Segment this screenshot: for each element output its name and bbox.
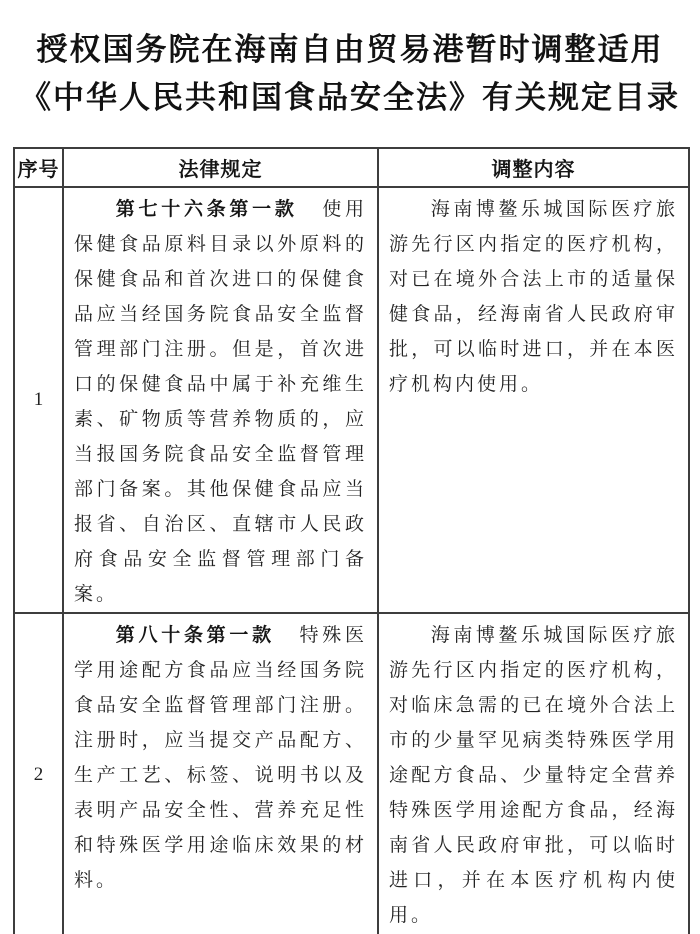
row-1-adjustment-cell	[378, 187, 689, 613]
row-1-article-heading: 第七十六条第一款	[115, 199, 298, 220]
title-line-2: 《中华人民共和国食品安全法》有关规定目录	[20, 80, 680, 115]
row-2-article-heading: 第八十条第一款	[115, 625, 275, 646]
row-1-article-body: 使用保健食品原料目录以外原料的保健食品和首次进口的保健食品应当经国务院食品安全监督管理部门注册。但是，首次进口的保健食品中属于补充维生素、矿物质等营养物质的，应当报国务院食品安全监督管理部门备案。其他保健食品应当报省、自治区、直辖市人民政府食品安全监督管理部门备案。	[74, 199, 367, 605]
row-1-legal-provision-cell	[63, 187, 378, 613]
table-row	[14, 187, 689, 613]
header-adjustment-content: 调整内容	[378, 148, 689, 187]
row-2-legal-provision-cell	[63, 613, 378, 934]
regulations-table	[13, 147, 690, 934]
title-line-1: 授权国务院在海南自由贸易港暂时调整适用	[36, 32, 664, 67]
row-2-article-body: 特殊医学用途配方食品应当经国务院食品安全监督管理部门注册。注册时，应当提交产品配方、生产工艺、标签、说明书以及表明产品安全性、营养充足性和特殊医学用途临床效果的材料。	[74, 625, 367, 891]
document-title	[0, 0, 700, 122]
row-2-adjustment-text: 海南博鳌乐城国际医疗旅游先行区内指定的医疗机构，对临床急需的已在境外合法上市的少量罕见病类特殊医学用途配方食品、少量特定全营养特殊医学用途配方食品，经海南省人民政府审批，可以临时进口，并在本医疗机构内使用。	[389, 625, 678, 926]
row-2-adjustment-cell	[378, 613, 689, 934]
table-header-row	[14, 148, 689, 187]
row-1-adjustment-text: 海南博鳌乐城国际医疗旅游先行区内指定的医疗机构，对已在境外合法上市的适量保健食品，经海南省人民政府审批，可以临时进口，并在本医疗机构内使用。	[389, 199, 678, 395]
header-serial-number: 序号	[14, 148, 63, 187]
table-row	[14, 613, 689, 934]
row-1-serial-number: 1	[14, 187, 63, 613]
row-1-legal-provision-text	[74, 192, 367, 612]
header-legal-provision: 法律规定	[63, 148, 378, 187]
row-2-serial-number: 2	[14, 613, 63, 934]
row-2-legal-provision-text	[74, 618, 367, 898]
